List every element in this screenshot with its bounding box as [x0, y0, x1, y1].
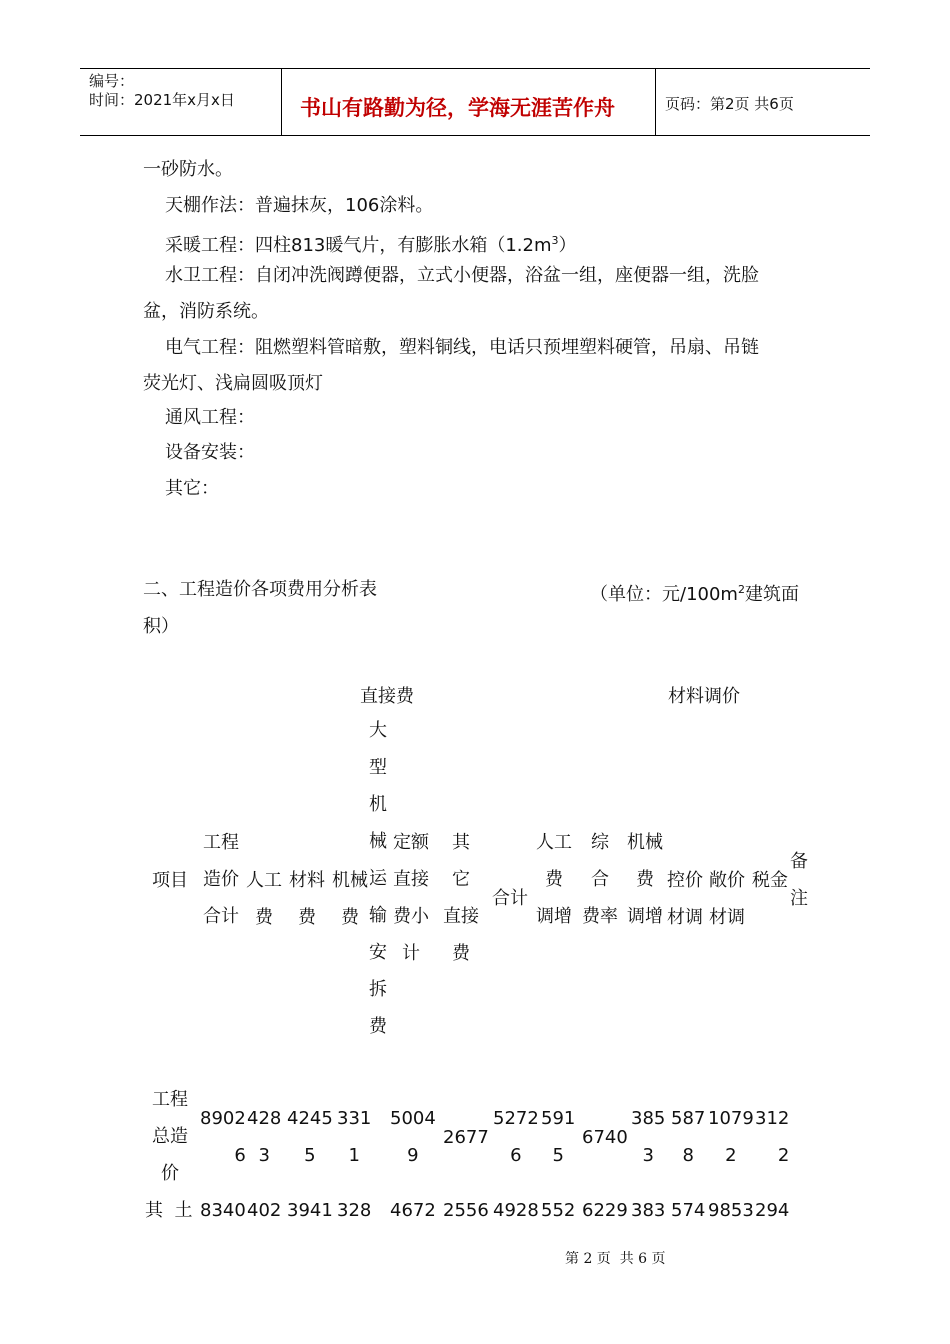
col-machine-adj-3: 调增: [627, 906, 663, 927]
col-machine-adj-1: 机械: [627, 832, 663, 853]
col-large-8: 拆: [369, 979, 387, 1000]
row1-other: 2677: [443, 1127, 489, 1148]
row2-total: 8340: [200, 1200, 246, 1221]
col-machine-1: 机械: [332, 870, 368, 891]
row1-labor-adj-a: 591: [541, 1108, 576, 1129]
row1-open-b: 2: [725, 1145, 737, 1166]
row1-open-a: 1079: [708, 1108, 754, 1129]
header-time: 时间：2021年x月x日: [89, 91, 235, 109]
row1-label-3: 价: [161, 1163, 179, 1184]
col-note: [787, 843, 811, 917]
row1-machine-a: 331: [337, 1108, 372, 1129]
col-quota-4: 计: [402, 943, 420, 964]
col-labor-1: 人工: [246, 870, 282, 891]
col-quota-2: 直接: [393, 869, 429, 890]
section-title: 二、工程造价各项费用分析表: [143, 579, 377, 600]
col-item: 项目: [152, 870, 188, 891]
row1-tax: [755, 1100, 789, 1174]
col-machine-adjust: [624, 824, 666, 935]
row2-material: 3941: [287, 1200, 333, 1221]
row1-label: [148, 1081, 192, 1192]
col-ctrl: [664, 862, 706, 936]
col-other-4: 费: [452, 943, 470, 964]
col-large-1: 大: [369, 720, 387, 741]
col-quota-1: 定额: [393, 832, 429, 853]
row1-sum: [493, 1100, 539, 1174]
col-labor-adj-2: 费: [545, 869, 563, 890]
col-labor-adjust: [533, 824, 575, 935]
body-line-3: [165, 231, 577, 256]
row2-ctrl: 574: [671, 1200, 706, 1221]
col-open: [706, 862, 748, 936]
col-labor-adj-3: 调增: [536, 906, 572, 927]
header-motto: 书山有路勤为径，学海无涯苦作舟: [300, 95, 615, 120]
row1-ctrl-b: 8: [682, 1145, 694, 1166]
col-labor-2: 费: [255, 907, 273, 928]
body-line-1: 一砂防水。: [143, 159, 233, 180]
col-other-3: 直接: [443, 906, 479, 927]
section-unit-sup: 2: [737, 583, 745, 596]
col-large-2: 型: [369, 757, 387, 778]
body-line-9: 设备安装：: [165, 442, 255, 463]
row1-tax-a: 312: [755, 1108, 790, 1129]
col-total: [199, 824, 243, 935]
col-quota-3: 费小: [393, 906, 429, 927]
row1-machine-adj-a: 385: [631, 1108, 666, 1129]
row1-material: [287, 1100, 333, 1174]
col-large-3: 机: [369, 794, 387, 815]
row1-labor-adjust: [541, 1100, 575, 1174]
row1-label-2: 总造: [152, 1126, 188, 1147]
col-rate-3: 费率: [582, 906, 618, 927]
col-large-7: 安: [369, 942, 387, 963]
col-other: [440, 824, 482, 972]
row1-labor: [247, 1100, 281, 1174]
col-sum: 合计: [492, 888, 528, 909]
col-total-2: 造价: [203, 869, 239, 890]
body-line-10: 其它：: [165, 478, 219, 499]
row2-quota: 4672: [390, 1200, 436, 1221]
col-rate-1: 综: [591, 832, 609, 853]
row1-total-a: 8902: [200, 1108, 246, 1129]
section-unit-b: 建筑面: [744, 584, 799, 605]
col-machine-adj-2: 费: [636, 869, 654, 890]
col-large-6: 输: [369, 905, 387, 926]
col-other-1: 其: [452, 832, 470, 853]
row2-sum: 4928: [493, 1200, 539, 1221]
col-rate-2: 合: [591, 869, 609, 890]
col-total-3: 合计: [203, 906, 239, 927]
row2-labor: 402: [247, 1200, 282, 1221]
col-note-2: 注: [790, 888, 808, 909]
section-unit-cont: 积）: [143, 616, 179, 637]
row2-machine: 328: [337, 1200, 372, 1221]
row1-ctrl: [671, 1100, 705, 1174]
col-labor-adj-1: 人工: [536, 832, 572, 853]
row1-sum-a: 5272: [493, 1108, 539, 1129]
row1-total-b: 6: [234, 1145, 246, 1166]
row1-sum-b: 6: [510, 1145, 522, 1166]
row2-machine-adjust: 383: [631, 1200, 666, 1221]
body-line-7: 荧光灯、浅扁圆吸顶灯: [143, 373, 323, 394]
row1-open: [708, 1100, 754, 1174]
col-large-9: 费: [369, 1016, 387, 1037]
row1-tax-b: 2: [777, 1145, 790, 1166]
row1-machine: [337, 1100, 371, 1174]
col-ctrl-1: 控价: [667, 870, 703, 891]
col-ctrl-2: 材调: [667, 907, 703, 928]
row1-rate: 6740: [582, 1127, 628, 1148]
body-line-8: 通风工程：: [165, 407, 255, 428]
col-note-1: 备: [790, 851, 808, 872]
row1-material-b: 5: [304, 1145, 316, 1166]
row1-quota-a: 5004: [390, 1108, 436, 1129]
row1-quota-b: 9: [407, 1145, 419, 1166]
col-material-2: 费: [298, 907, 316, 928]
row1-quota: [390, 1100, 436, 1174]
row1-labor-a: 428: [247, 1108, 282, 1129]
col-machine-2: 费: [341, 907, 359, 928]
header-number: 编号：: [89, 72, 135, 90]
col-open-2: 材调: [709, 907, 745, 928]
col-rate: [578, 824, 622, 935]
col-open-1: 敞价: [709, 870, 745, 891]
col-large-4: 械: [369, 831, 387, 852]
row1-label-1: 工程: [152, 1089, 188, 1110]
row1-total: [200, 1100, 246, 1174]
header-page-info: 页码：第2页 共6页: [665, 95, 794, 113]
col-material: [286, 862, 328, 936]
col-tax: 税金: [752, 870, 788, 891]
row1-machine-b: 1: [348, 1145, 360, 1166]
row1-labor-adj-b: 5: [552, 1145, 564, 1166]
section-unit: [590, 580, 799, 605]
row2-rate: 6229: [582, 1200, 628, 1221]
group-direct-cost: 直接费: [360, 686, 414, 707]
body-line-5: 盆，消防系统。: [143, 301, 269, 322]
col-other-2: 它: [452, 869, 470, 890]
row2-open: 9853: [708, 1200, 754, 1221]
body-line-3-text: 采暖工程：四柱813暖气片，有膨胀水箱（1.2m: [165, 235, 552, 256]
body-line-4: 水卫工程：自闭冲洗阀蹲便器，立式小便器，浴盆一组，座便器一组，洗脸: [165, 265, 759, 286]
body-line-2: 天棚作法：普遍抹灰，106涂料。: [165, 195, 434, 216]
row1-ctrl-a: 587: [671, 1108, 706, 1129]
col-large-5: 运: [369, 868, 387, 889]
row1-labor-b: 3: [258, 1145, 270, 1166]
row2-other: 2556: [443, 1200, 489, 1221]
col-machine: [329, 862, 371, 936]
row1-material-a: 4245: [287, 1108, 333, 1129]
col-quota: [390, 824, 432, 972]
body-line-3-close: ）: [558, 235, 577, 256]
col-total-1: 工程: [203, 832, 239, 853]
col-material-1: 材料: [289, 870, 325, 891]
body-line-6: 电气工程：阻燃塑料管暗敷，塑料铜线，电话只预埋塑料硬管，吊扇、吊链: [165, 337, 759, 358]
col-large-machine: [366, 712, 390, 1045]
row1-machine-adjust: [631, 1100, 665, 1174]
row2-label: 其 土: [145, 1200, 193, 1221]
row1-machine-adj-b: 3: [642, 1145, 654, 1166]
row2-labor-adjust: 552: [541, 1200, 576, 1221]
group-material-adjust: 材料调价: [668, 686, 740, 707]
page-footer: 第 2 页 共 6 页: [565, 1251, 666, 1267]
row2-tax: 294: [755, 1200, 790, 1221]
col-labor: [243, 862, 285, 936]
section-unit-a: （单位：元/100m: [590, 584, 738, 605]
body-line-3-sup: 3: [551, 234, 559, 247]
